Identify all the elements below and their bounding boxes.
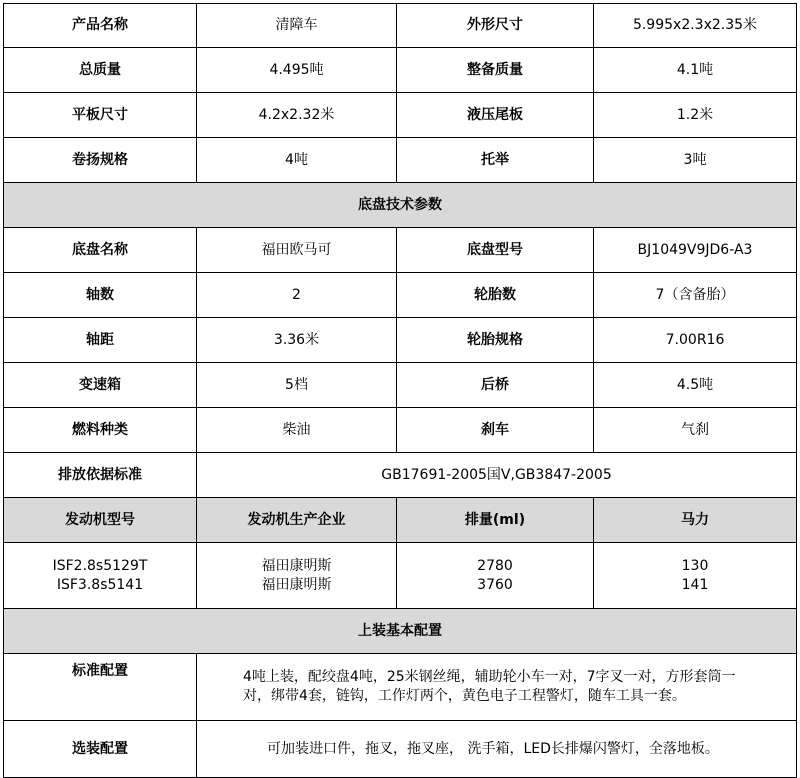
tire-count-value: 7（含备胎） — [594, 273, 797, 318]
engine-maker-2: 福田康明斯 — [261, 576, 332, 593]
body-config-section-title: 上装基本配置 — [4, 609, 797, 654]
wheelbase-label: 轴距 — [4, 318, 197, 363]
fuel-type-label: 燃料种类 — [4, 408, 197, 453]
engine-displacement-1: 2780 — [477, 557, 513, 574]
row-deck — [4, 93, 797, 138]
chassis-section-header — [4, 183, 797, 228]
row-product-name — [4, 4, 797, 48]
engine-header-displacement: 排量(ml) — [397, 498, 594, 543]
rear-axle-value: 4.5吨 — [594, 363, 797, 408]
chassis-name-label: 底盘名称 — [4, 228, 197, 273]
brake-value: 气刹 — [594, 408, 797, 453]
engine-horsepower-1: 130 — [681, 557, 709, 574]
spec-table — [3, 3, 797, 778]
emission-standard-value: GB17691-2005国Ⅴ,GB3847-2005 — [197, 453, 797, 498]
chassis-model-label: 底盘型号 — [397, 228, 594, 273]
standard-config-line-1: 4吨上装，配绞盘4吨，25米钢丝绳，辅助轮小车一对，7字叉一对，方形套筒一 — [243, 669, 736, 686]
row-gearbox — [4, 363, 797, 408]
spec-sheet — [3, 3, 796, 766]
row-winch — [4, 138, 797, 183]
wheelbase-value: 3.36米 — [197, 318, 397, 363]
engine-horsepower-cell — [594, 543, 797, 609]
engine-model-2: ISF3.8s5141 — [56, 576, 144, 593]
chassis-model-value: BJ1049V9JD6-A3 — [594, 228, 797, 273]
gearbox-value: 5档 — [197, 363, 397, 408]
engine-horsepower-2: 141 — [681, 576, 709, 593]
lift-label: 托举 — [397, 138, 594, 183]
gearbox-label: 变速箱 — [4, 363, 197, 408]
curb-mass-value: 4.1吨 — [594, 48, 797, 93]
axle-count-value: 2 — [197, 273, 397, 318]
row-wheelbase — [4, 318, 797, 363]
brake-label: 刹车 — [397, 408, 594, 453]
row-optional-config — [4, 721, 797, 778]
winch-spec-value: 4吨 — [197, 138, 397, 183]
engine-displacement-2: 3760 — [477, 576, 513, 593]
engine-model-cell — [4, 543, 197, 609]
product-name-value: 清障车 — [197, 4, 397, 48]
tire-count-label: 轮胎数 — [397, 273, 594, 318]
row-standard-config — [4, 654, 797, 721]
chassis-section-title: 底盘技术参数 — [4, 183, 797, 228]
chassis-name-value: 福田欧马可 — [197, 228, 397, 273]
engine-header-model: 发动机型号 — [4, 498, 197, 543]
standard-config-label: 标准配置 — [4, 654, 197, 721]
curb-mass-label: 整备质量 — [397, 48, 594, 93]
row-emission — [4, 453, 797, 498]
row-axles — [4, 273, 797, 318]
engine-header-row — [4, 498, 797, 543]
standard-config-value — [197, 654, 797, 721]
deck-size-label: 平板尺寸 — [4, 93, 197, 138]
liftgate-label: 液压尾板 — [397, 93, 594, 138]
product-name-label: 产品名称 — [4, 4, 197, 48]
overall-size-value: 5.995x2.3x2.35米 — [594, 4, 797, 48]
gross-mass-value: 4.495吨 — [197, 48, 397, 93]
lift-value: 3吨 — [594, 138, 797, 183]
emission-standard-label: 排放依据标准 — [4, 453, 197, 498]
body-config-section-header — [4, 609, 797, 654]
row-chassis-name — [4, 228, 797, 273]
optional-config-value: 可加装进口件，拖叉，拖叉座， 洗手箱，LED长排爆闪警灯，全落地板。 — [197, 721, 797, 778]
engine-header-horsepower: 马力 — [594, 498, 797, 543]
gross-mass-label: 总质量 — [4, 48, 197, 93]
deck-size-value: 4.2x2.32米 — [197, 93, 397, 138]
liftgate-value: 1.2米 — [594, 93, 797, 138]
engine-data-row — [4, 543, 797, 609]
overall-size-label: 外形尺寸 — [397, 4, 594, 48]
tire-spec-label: 轮胎规格 — [397, 318, 594, 363]
engine-maker-1: 福田康明斯 — [261, 557, 332, 574]
engine-header-maker: 发动机生产企业 — [197, 498, 397, 543]
fuel-type-value: 柴油 — [197, 408, 397, 453]
winch-spec-label: 卷扬规格 — [4, 138, 197, 183]
row-fuel — [4, 408, 797, 453]
tire-spec-value: 7.00R16 — [594, 318, 797, 363]
standard-config-line-2: 对，绑带4套，链钩，工作灯两个，黄色电子工程警灯，随车工具一套。 — [243, 688, 686, 704]
axle-count-label: 轴数 — [4, 273, 197, 318]
rear-axle-label: 后桥 — [397, 363, 594, 408]
optional-config-label: 选装配置 — [4, 721, 197, 778]
row-mass — [4, 48, 797, 93]
engine-model-1: ISF2.8s5129T — [52, 557, 148, 574]
engine-displacement-cell — [397, 543, 594, 609]
engine-maker-cell — [197, 543, 397, 609]
